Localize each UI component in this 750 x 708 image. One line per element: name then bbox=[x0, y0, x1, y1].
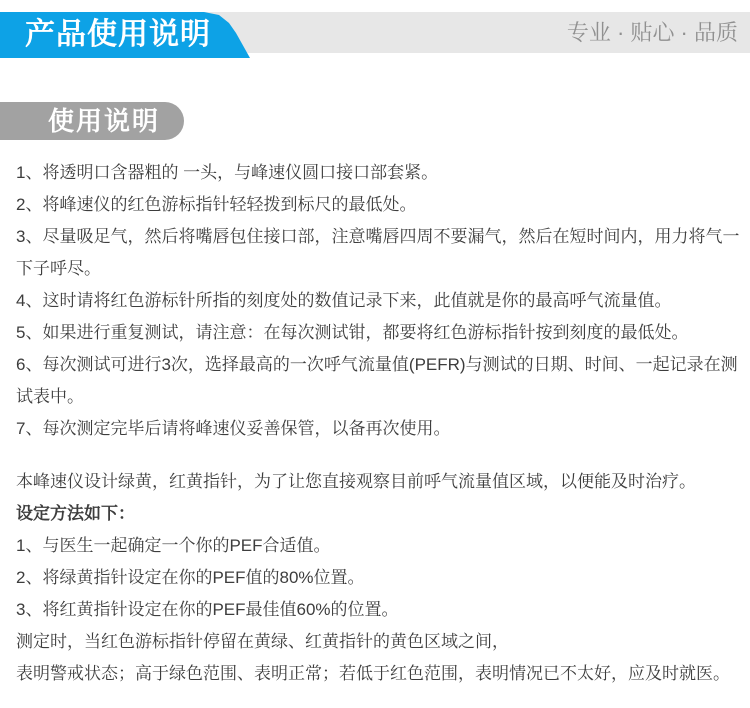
settings-step: 3、将红黄指针设定在你的PEF最佳值60%的位置。 bbox=[16, 600, 399, 619]
measure-note-line2: 表明警戒状态；高于绿色范围、表明正常；若低于红色范围，表明情况已不太好，应及时就医。 bbox=[16, 664, 730, 683]
instructions-body bbox=[0, 140, 750, 690]
measure-note-line1: 测定时，当红色游标指针停留在黄绿、红黄指针的黄色区域之间， bbox=[16, 632, 509, 651]
instruction-item: 3、尽量吸足气，然后将嘴唇包住接口部，注意嘴唇四周不要漏气，然后在短时间内，用力将气一下子呼尽。 bbox=[16, 227, 740, 278]
instruction-item: 2、将峰速仪的红色游标指针轻轻拨到标尺的最低处。 bbox=[16, 195, 417, 214]
page-title: 产品使用说明 bbox=[25, 18, 211, 51]
instruction-item: 1、将透明口含器粗的 一头，与峰速仪圆口接口部套紧。 bbox=[16, 163, 439, 182]
section-label: 使用说明 bbox=[0, 102, 184, 140]
settings-step: 2、将绿黄指针设定在你的PEF值的80%位置。 bbox=[16, 568, 365, 587]
instruction-item: 7、每次测定完毕后请将峰速仪妥善保管，以备再次使用。 bbox=[16, 419, 451, 438]
instruction-item: 6、每次测试可进行3次，选择最高的一次呼气流量值(PEFR)与测试的日期、时间、一起记录在测试表中。 bbox=[16, 355, 738, 406]
instruction-item: 4、这时请将红色游标针所指的刻度处的数值记录下来，此值就是你的最高呼气流量值。 bbox=[16, 291, 672, 310]
page-header bbox=[0, 12, 750, 70]
instruction-item: 5、如果进行重复测试，请注意：在每次测试钳，都要将红色游标指针按到刻度的最低处。 bbox=[16, 323, 689, 342]
header-tagline: 专业 · 贴心 · 品质 bbox=[566, 20, 738, 45]
design-note: 本峰速仪设计绿黄，红黄指针，为了让您直接观察目前呼气流量值区域，以便能及时治疗。 bbox=[16, 472, 696, 491]
settings-heading: 设定方法如下： bbox=[16, 504, 135, 523]
settings-step: 1、与医生一起确定一个你的PEF合适值。 bbox=[16, 536, 331, 555]
